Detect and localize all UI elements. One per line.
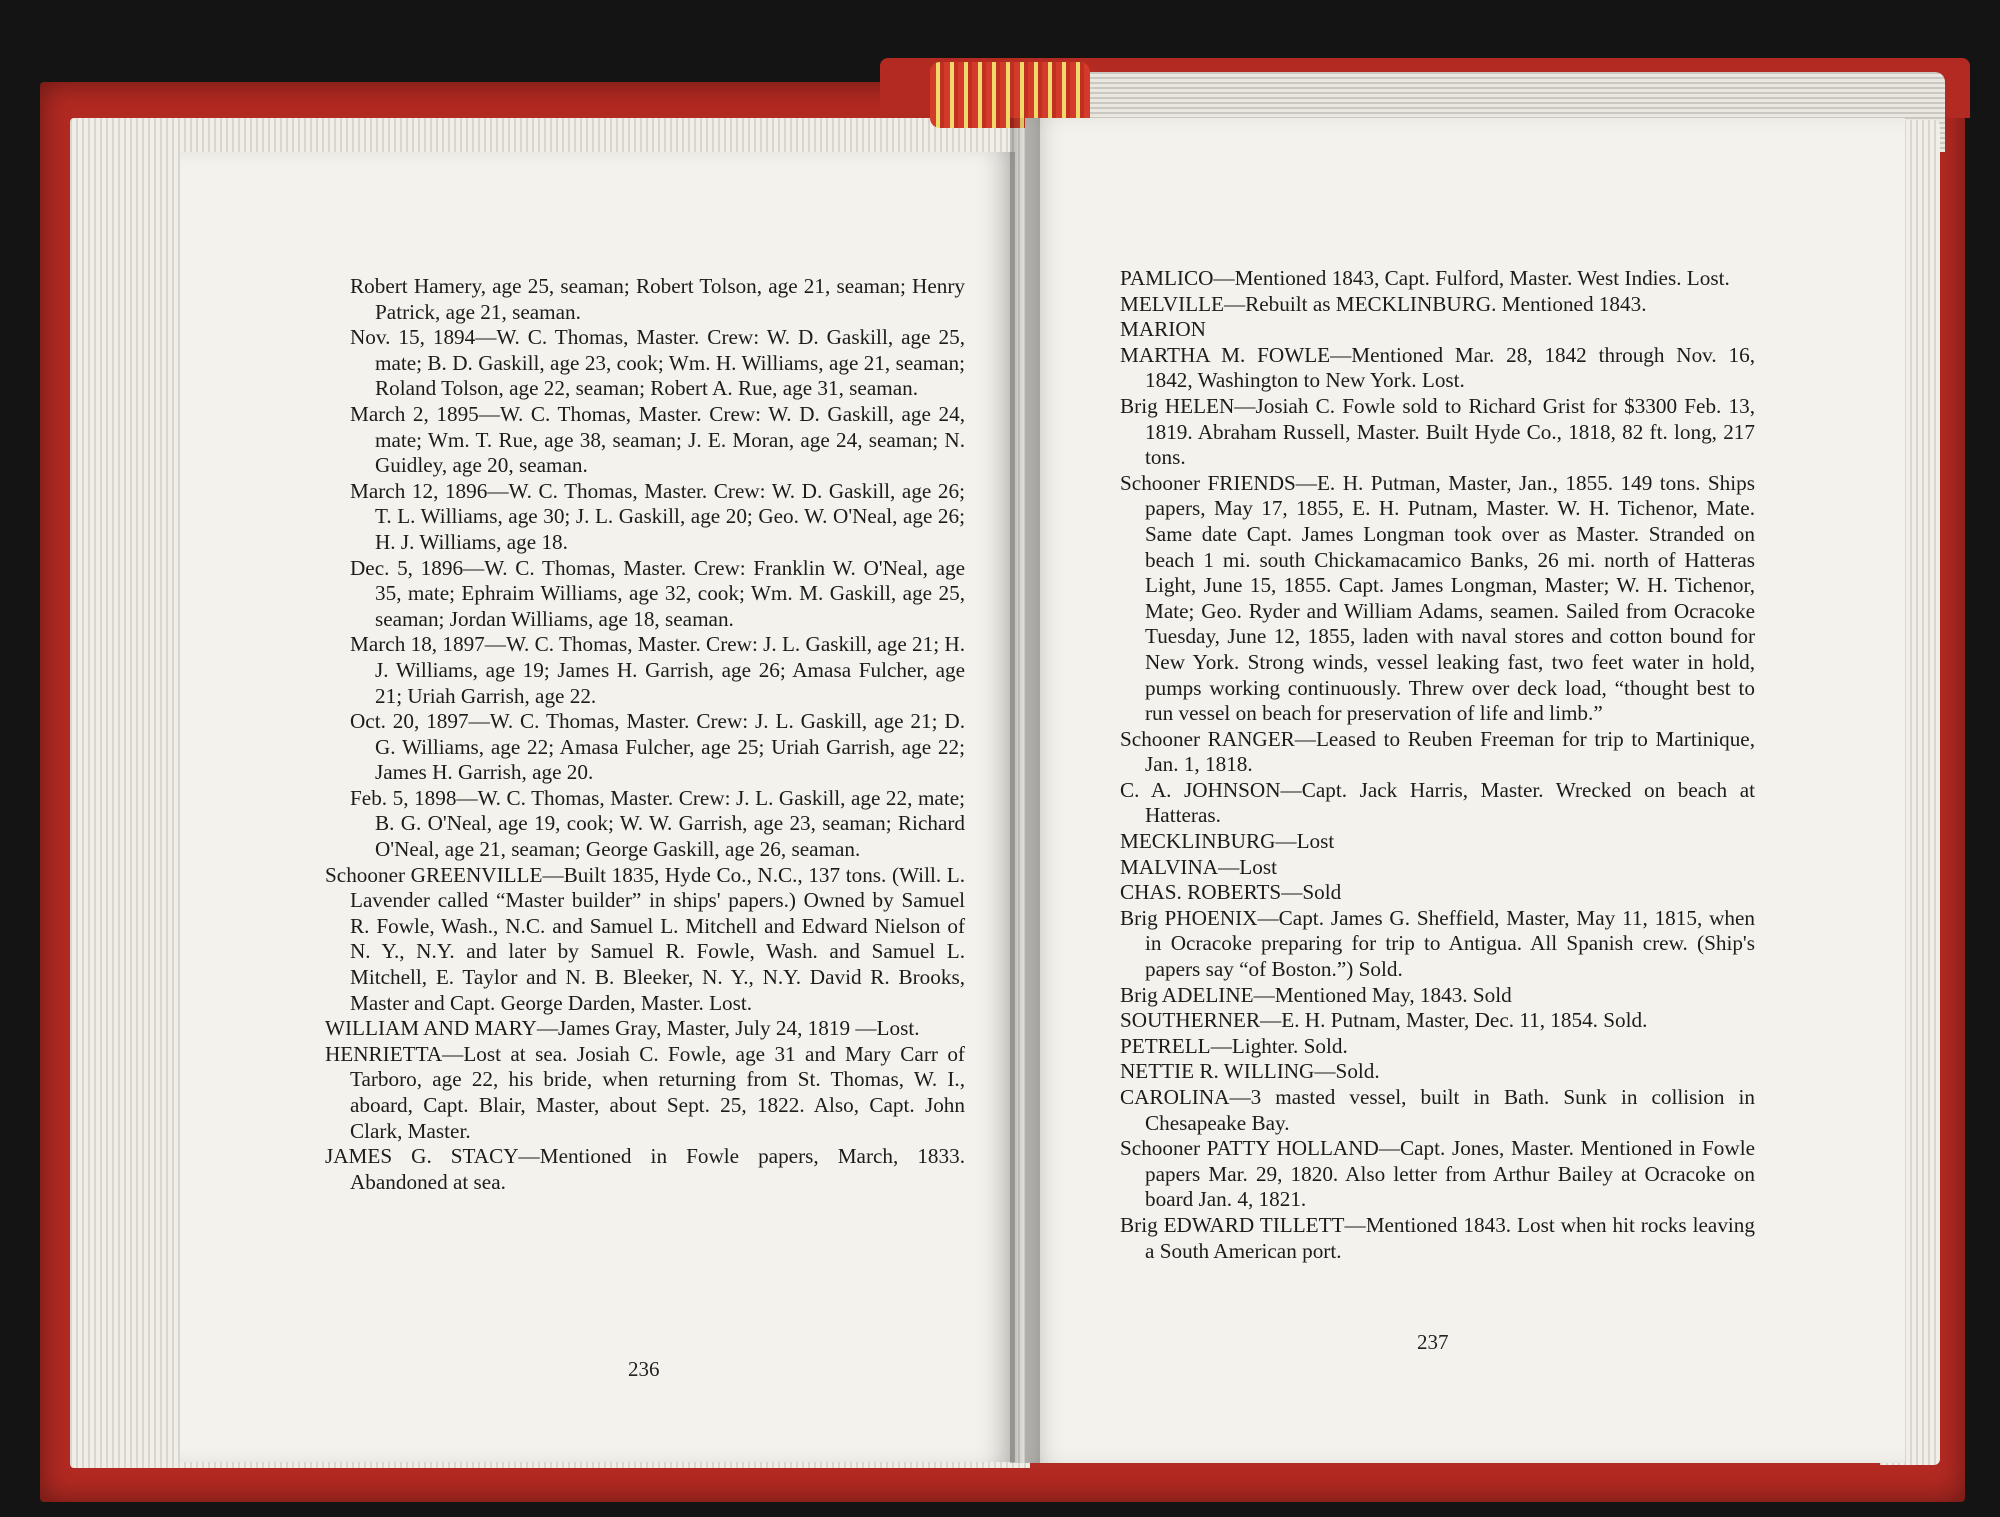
book-gutter — [1010, 118, 1040, 1463]
entry-15: PETRELL—Lighter. Sold. — [1120, 1033, 1348, 1058]
entry-4: March 12, 1896—W. C. Thomas, Master. Crew: W. D. Gaskill, age 26; T. L. Williams, age 30; J. L. Gaskill, age 20; Geo. W. O'Neal, age 26; H. J. Williams, age 18. — [350, 478, 965, 554]
entry-9: Schooner GREENVILLE—Built 1835, Hyde Co., N.C., 137 tons. (Will. L. Lavender called “Master builder” in ships' papers.) Owned by Samuel R. Fowle, Wash., N.C. and Samuel L. Mitchell and Edward Nielson of N. Y., N.Y. and later by Samuel R. Fowle, Wash. and Samuel L. Mitchell, E. Taylor and N. B. Bleeker, N. Y., N.Y. David R. Brooks, Master and Capt. George Darden, Master. Lost. — [325, 862, 965, 1015]
entry-11: HENRIETTA—Lost at sea. Josiah C. Fowle, age 31 and Mary Carr of Tarboro, age 22, his bride, when returning from St. Thomas, W. I., aboard, Capt. Blair, Master, about Sept. 25, 1822. Also, Capt. John Clark, Master. — [325, 1041, 965, 1143]
entry-19: Brig EDWARD TILLETT—Mentioned 1843. Lost when hit rocks leaving a South American port. — [1120, 1212, 1755, 1263]
entry-2: Nov. 15, 1894—W. C. Thomas, Master. Crew: W. D. Gaskill, age 25, mate; B. D. Gaskill, age 23, cook; Wm. H. Williams, age 21, seaman; Roland Tolson, age 22, seaman; Robert A. Rue, age 31, seaman. — [350, 325, 965, 401]
right-page — [1025, 118, 1905, 1463]
right-page-text — [1120, 266, 1755, 1264]
entry-8: Feb. 5, 1898—W. C. Thomas, Master. Crew: J. L. Gaskill, age 22, mate; B. G. O'Neal, age 19, cook; W. W. Garrish, age 23, seaman; Richard O'Neal, age 21, seaman; George Gaskill, age 26, seaman. — [350, 785, 965, 862]
entry-10: WILLIAM AND MARY—James Gray, Master, July 24, 1819 —Lost. — [325, 1016, 920, 1041]
entry-7: Schooner RANGER—Leased to Reuben Freeman for trip to Martinique, Jan. 1, 1818. — [1120, 726, 1755, 777]
entry-1: PAMLICO—Mentioned 1843, Capt. Fulford, Master. West Indies. Lost. — [1120, 266, 1730, 290]
entry-18: Schooner PATTY HOLLAND—Capt. Jones, Master. Mentioned in Fowle papers Mar. 29, 1820. Also letter from Arthur Bailey at Ocracoke on board Jan. 4, 1821. — [1120, 1136, 1755, 1212]
entry-9: MECKLINBURG—Lost — [1120, 829, 1335, 854]
entry-6: March 18, 1897—W. C. Thomas, Master. Crew: J. L. Gaskill, age 21; H. J. Williams, age 19; James H. Garrish, age 26; Amasa Fulcher, age 21; Uriah Garrish, age 22. — [350, 632, 965, 708]
entry-6: Schooner FRIENDS—E. H. Putman, Master, Jan., 1855. 149 tons. Ships papers, May 17, 1855, E. H. Putnam, Master. W. H. Tichenor, Mate. Same date Capt. James Longman took over as Master. Stranded on beach 1 mi. south Chickamacamico Banks, 26 mi. north of Hatteras Light, June 15, 1855. Capt. James Longman, Master; W. H. Tichenor, Mate; Geo. Ryder and William Adams, seamen. Sailed from Ocracoke Tuesday, June 12, 1855, laden with naval stores and cotton bound for New York. Strong winds, vessel leaking fast, two feet water in hold, pumps working continuously. Threw over deck load, “thought best to run vessel on beach for preservation of life and limb.” — [1120, 470, 1755, 726]
entry-8: C. A. JOHNSON—Capt. Jack Harris, Master. Wrecked on beach at Hatteras. — [1120, 777, 1755, 828]
entry-1: Robert Hamery, age 25, seaman; Robert Tolson, age 21, seaman; Henry Patrick, age 21, seaman. — [350, 274, 965, 324]
page-number-left: 236 — [628, 1357, 660, 1381]
entry-3: March 2, 1895—W. C. Thomas, Master. Crew: W. D. Gaskill, age 24, mate; Wm. T. Rue, age 38, seaman; J. E. Moran, age 24, seaman; N. Guidley, age 20, seaman. — [350, 401, 965, 478]
page-number-right: 237 — [1417, 1330, 1449, 1354]
entry-3: MARION — [1120, 317, 1206, 342]
entry-2: MELVILLE—Rebuilt as MECKLINBURG. Mentioned 1843. — [1120, 291, 1647, 316]
entry-4: MARTHA M. FOWLE—Mentioned Mar. 28, 1842 through Nov. 16, 1842, Washington to New York. Lost. — [1120, 342, 1755, 393]
entry-5: Dec. 5, 1896—W. C. Thomas, Master. Crew: Franklin W. O'Neal, age 35, mate; Ephraim Williams, age 32, cook; Wm. M. Gaskill, age 25, seaman; Jordan Williams, age 18, seaman. — [350, 555, 965, 631]
entry-11: CHAS. ROBERTS—Sold — [1120, 880, 1342, 905]
left-page-text — [325, 274, 965, 1195]
entry-12: Brig PHOENIX—Capt. James G. Sheffield, Master, May 11, 1815, when in Ocracoke preparing for trip to Antigua. All Spanish crew. (Ship's papers say “of Boston.”) Sold. — [1120, 905, 1755, 982]
entry-16: NETTIE R. WILLING—Sold. — [1120, 1059, 1380, 1084]
entry-10: MALVINA—Lost — [1120, 854, 1277, 879]
entry-7: Oct. 20, 1897—W. C. Thomas, Master. Crew: J. L. Gaskill, age 21; D. G. Williams, age 22; Amasa Fulcher, age 25; Uriah Garrish, age 22; James H. Garrish, age 20. — [350, 709, 965, 785]
entry-14: SOUTHERNER—E. H. Putnam, Master, Dec. 11, 1854. Sold. — [1120, 1008, 1648, 1033]
entry-12: JAMES G. STACY—Mentioned in Fowle papers, March, 1833. Abandoned at sea. — [325, 1144, 965, 1194]
entry-17: CAROLINA—3 masted vessel, built in Bath. Sunk in collision in Chesapeake Bay. — [1120, 1085, 1755, 1135]
entry-5: Brig HELEN—Josiah C. Fowle sold to Richard Grist for $3300 Feb. 13, 1819. Abraham Russell, Master. Built Hyde Co., 1818, 82 ft. long, 217 tons. — [1120, 393, 1755, 470]
left-page — [180, 152, 1015, 1462]
entry-13: Brig ADELINE—Mentioned May, 1843. Sold — [1120, 982, 1512, 1007]
